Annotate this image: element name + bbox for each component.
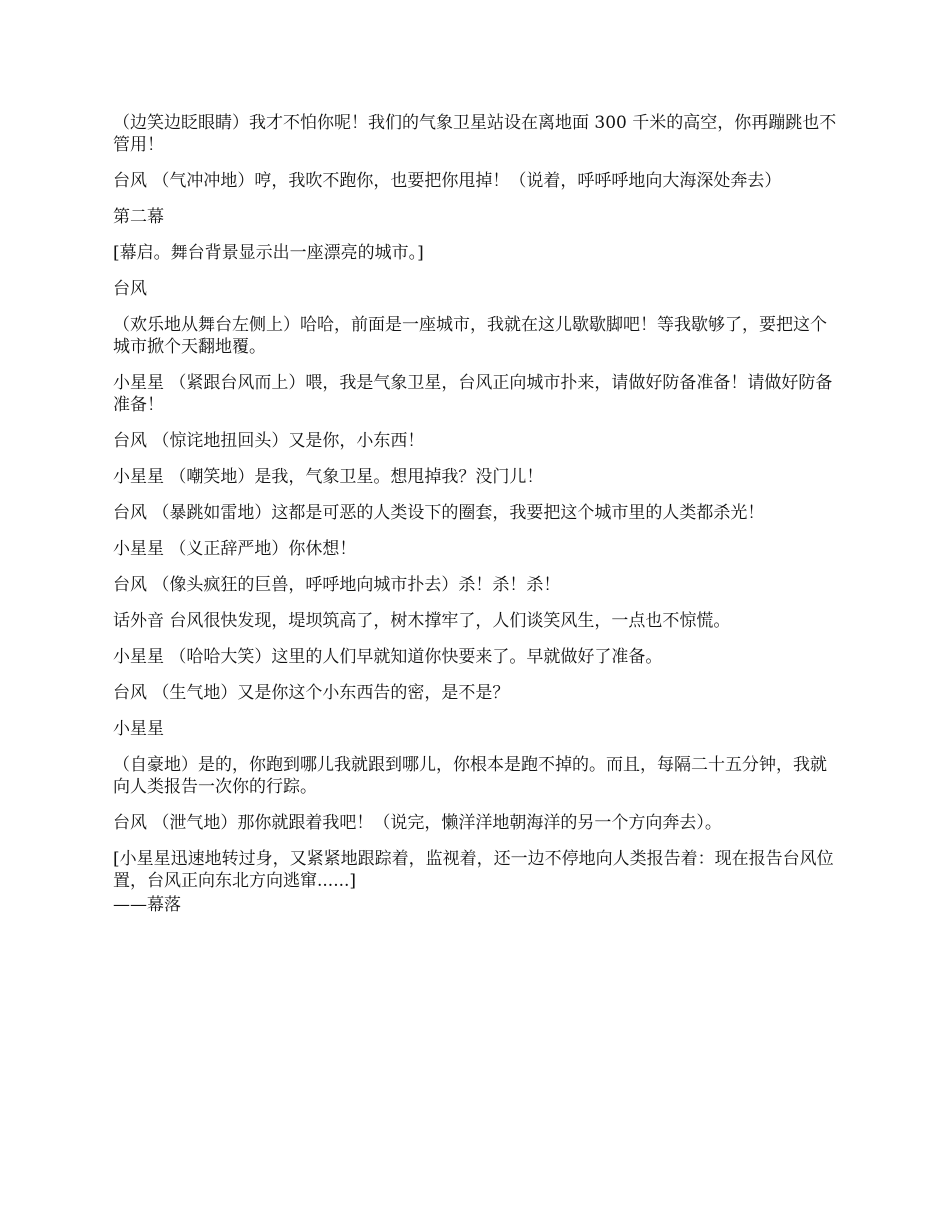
paragraph: 台风 （生气地）又是你这个小东西告的密，是不是？ [113, 683, 510, 703]
paragraph: 台风 （泄气地）那你就跟着我吧！（说完，懒洋洋地朝海洋的另一个方向奔去）。 [113, 813, 722, 833]
paragraph: 台风 （惊诧地扭回头）又是你，小东西！ [113, 431, 425, 451]
stage-direction: [小星星迅速地转过身，又紧紧地跟踪着，监视着，还一边不停地向人类报告着：现在报告台风位置，台风正向东北方向逃窜......] [113, 849, 834, 891]
paragraph: （边笑边眨眼睛）我才不怕你呢！我们的气象卫星站设在离地面 300 千米的高空，你再蹦跳也不管用！ [113, 113, 837, 155]
paragraph: 小星星 （哈哈大笑）这里的人们早就知道你快要来了。早就做好了准备。 [113, 647, 663, 667]
paragraph: 台风 （暴跳如雷地）这都是可恶的人类设下的圈套，我要把这个城市里的人类都杀光！ [113, 503, 765, 523]
paragraph: （自豪地）是的，你跑到哪儿我就跟到哪儿，你根本是跑不掉的。而且，每隔二十五分钟，我就向人类报告一次你的行踪。 [113, 755, 827, 797]
paragraph: 小星星 （义正辞严地）你休想！ [113, 539, 357, 559]
document-body [113, 112, 840, 930]
paragraph: （欢乐地从舞台左侧上）哈哈，前面是一座城市，我就在这儿歇歇脚吧！等我歇够了，要把这个城市掀个天翻地覆。 [113, 315, 827, 357]
act-heading: 第二幕 [113, 207, 164, 227]
curtain-line: ——幕落 [113, 895, 181, 915]
stage-direction: [幕启。舞台背景显示出一座漂亮的城市。] [113, 243, 424, 263]
paragraph: 话外音 台风很快发现，堤坝筑高了，树木撑牢了，人们谈笑风生，一点也不惊慌。 [113, 611, 731, 631]
paragraph: 台风 （气冲冲地）哼，我吹不跑你，也要把你甩掉！（说着，呼呼呼地向大海深处奔去） [113, 171, 782, 191]
speaker-label: 小星星 [113, 719, 164, 739]
speaker-label: 台风 [113, 279, 147, 299]
paragraph: 小星星 （紧跟台风而上）喂，我是气象卫星，台风正向城市扑来，请做好防备准备！请做好防备准备！ [113, 373, 833, 415]
paragraph: 台风 （像头疯狂的巨兽，呼呼地向城市扑去）杀！杀！杀！ [113, 575, 561, 595]
paragraph: 小星星 （嘲笑地）是我，气象卫星。想甩掉我？没门儿！ [113, 467, 544, 487]
